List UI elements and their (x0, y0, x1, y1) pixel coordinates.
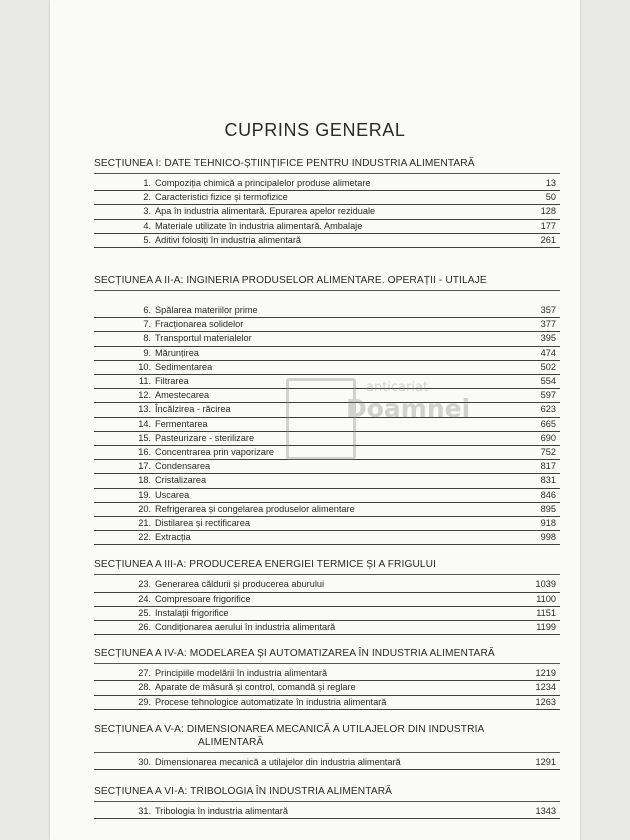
toc-entry (94, 234, 560, 248)
entry-page: 261 (540, 234, 556, 245)
entry-number: 31. (138, 806, 151, 817)
entry-title: Aparate de măsură și control, comandă și reglare (155, 682, 356, 693)
entry-title: Uscarea (155, 489, 190, 500)
entry-page: 50 (545, 192, 556, 203)
entry-page: 998 (540, 532, 556, 543)
entry-number: 4. (143, 220, 151, 231)
entry-number: 17. (138, 461, 151, 472)
section-heading-line: SECȚIUNEA A V-A: DIMENSIONAREA MECANICĂ A UTILAJELOR DIN INDUSTRIA (94, 723, 485, 735)
entry-title: Transportul materialelor (155, 333, 252, 344)
section-entries (94, 802, 560, 819)
entry-title: Apa în industria alimentară. Epurarea apelor reziduale (155, 206, 376, 217)
entry-number: 14. (138, 418, 151, 429)
section-heading: SECȚIUNEA I: DATE TEHNICO-ȘTIINȚIFICE PENTRU INDUSTRIA ALIMENTARĂ (94, 157, 560, 174)
entry-title: Tribologia în industria alimentară (155, 806, 288, 817)
toc-entry (94, 460, 560, 474)
toc-entry (94, 361, 560, 375)
entry-number: 9. (143, 347, 151, 358)
entry-number: 19. (138, 489, 151, 500)
entry-title: Condensarea (155, 461, 211, 472)
entry-title: Caracteristici fizice și termofizice (155, 192, 288, 203)
entry-number: 27. (138, 668, 151, 679)
watermark-large-text: Doamnei (346, 394, 471, 423)
entry-title: Dimensionarea mecanică a utilajelor din industria alimentară (155, 756, 401, 767)
entry-title: Pasteurizare - sterilizare (155, 432, 255, 443)
entry-page: 13 (545, 178, 556, 188)
toc-entry (94, 474, 560, 488)
entry-page: 1234 (535, 682, 556, 693)
entry-number: 12. (138, 390, 151, 401)
toc-entry (94, 318, 560, 332)
entry-number: 23. (138, 579, 151, 590)
entry-title: Spălarea materiilor prime (155, 305, 258, 316)
toc-entry (94, 347, 560, 361)
entry-number: 25. (138, 607, 151, 618)
entry-page: 1151 (536, 607, 556, 618)
entry-page: 1291 (535, 756, 556, 767)
section-heading: SECȚIUNEA A VI-A: TRIBOLOGIA ÎN INDUSTRIA ALIMENTARĂ (94, 785, 560, 802)
entry-number: 21. (138, 518, 151, 529)
entry-page: 752 (540, 447, 556, 458)
entry-number: 1. (143, 178, 151, 188)
entry-page: 1343 (535, 806, 556, 817)
toc-entry (94, 805, 560, 819)
entry-number: 22. (138, 532, 151, 543)
entry-page: 128 (540, 206, 556, 217)
entry-page: 1039 (535, 579, 556, 590)
entry-number: 29. (138, 696, 151, 707)
entry-title: Concentrarea prin vaporizare (155, 447, 274, 458)
entry-title: Instalații frigorifice (155, 607, 229, 618)
toc-entry (94, 304, 560, 318)
entry-title: Compresoare frigorifice (155, 593, 251, 604)
toc-entry (94, 517, 560, 531)
entry-number: 11. (138, 376, 151, 387)
toc-entry (94, 503, 560, 517)
entry-number: 30. (138, 756, 151, 767)
entry-number: 2. (143, 192, 151, 203)
section-entries (94, 753, 560, 770)
toc-entry (94, 593, 560, 607)
section-6 (94, 785, 560, 819)
toc-entry (94, 489, 560, 503)
toc-entry (94, 756, 560, 770)
entry-page: 357 (540, 305, 556, 316)
toc-entry (94, 681, 560, 695)
entry-page: 831 (540, 475, 556, 486)
entry-title: Mărunțirea (155, 347, 199, 358)
entry-page: 554 (540, 376, 556, 387)
toc-entry (94, 220, 560, 234)
entry-page: 665 (540, 418, 556, 429)
section-heading-continuation: ALIMENTARĂ (198, 736, 264, 748)
entry-number: 5. (143, 234, 151, 245)
entry-page: 395 (540, 333, 556, 344)
entry-title: Materiale utilizate în industria alimentară. Ambalaje (155, 220, 363, 231)
toc-entry (94, 332, 560, 346)
entry-number: 7. (143, 319, 151, 330)
entry-number: 13. (138, 404, 151, 415)
section-3 (94, 558, 560, 635)
entry-number: 26. (138, 622, 151, 633)
entry-page: 177 (540, 220, 556, 231)
entry-number: 28. (138, 682, 151, 693)
entry-page: 918 (540, 518, 556, 529)
toc-entry (94, 696, 560, 710)
entry-title: Fermentarea (155, 418, 208, 429)
entry-number: 16. (138, 447, 151, 458)
entry-number: 10. (138, 361, 151, 372)
watermark (286, 378, 471, 458)
entry-title: Procese tehnologice automatizate în industria alimentară (155, 696, 387, 707)
entry-title: Sedimentarea (155, 361, 213, 372)
section-entries (94, 174, 560, 248)
entry-title: Aditivi folosiți în industria alimentară (155, 234, 302, 245)
watermark-small-text: anticariat (366, 380, 429, 395)
entry-page: 1219 (535, 668, 556, 679)
entry-page: 377 (540, 319, 556, 330)
entry-title: Filtrarea (155, 376, 189, 387)
section-4 (94, 647, 560, 710)
entry-page: 502 (540, 361, 556, 372)
entry-title: Refrigerarea și congelarea produselor alimentare (155, 503, 355, 514)
entry-page: 690 (540, 432, 556, 443)
entry-page: 1263 (535, 696, 556, 707)
section-heading (94, 723, 560, 753)
entry-title: Condiționarea aerului în industria alimentară (155, 622, 336, 633)
section-heading: SECȚIUNEA A III-A: PRODUCEREA ENERGIEI TERMICE ȘI A FRIGULUI (94, 558, 560, 575)
entry-title: Amestecarea (155, 390, 210, 401)
section-1 (94, 157, 560, 248)
toc-entry (94, 607, 560, 621)
toc-entry (94, 177, 560, 191)
section-entries (94, 664, 560, 710)
toc-entry (94, 621, 560, 635)
toc-entry (94, 667, 560, 681)
entry-page: 474 (540, 347, 556, 358)
toc-entry (94, 205, 560, 219)
section-heading: SECȚIUNEA A IV-A: MODELAREA ȘI AUTOMATIZAREA ÎN INDUSTRIA ALIMENTARĂ (94, 647, 560, 664)
table-of-contents (94, 157, 560, 819)
entry-page: 623 (540, 404, 556, 415)
section-entries (94, 575, 560, 635)
entry-title: Distilarea și rectificarea (155, 518, 250, 529)
section-5 (94, 723, 560, 770)
entry-page: 1100 (536, 593, 556, 604)
entry-number: 24. (138, 593, 151, 604)
entry-title: Generarea căldurii și producerea aburului (155, 579, 325, 590)
entry-title: Principiile modelării în industria alimentară (155, 668, 328, 679)
document-page (50, 0, 580, 840)
entry-number: 15. (138, 432, 151, 443)
entry-page: 817 (540, 461, 556, 472)
entry-page: 895 (540, 503, 556, 514)
toc-entry (94, 578, 560, 592)
page-title: CUPRINS GENERAL (224, 120, 406, 140)
entry-title: Compoziția chimică a principalelor produse alimetare (155, 178, 371, 188)
entry-title: Extracția (155, 532, 191, 543)
section-heading: SECȚIUNEA A II-A: INGINERIA PRODUSELOR ALIMENTARE. OPERAȚII - UTILAJE (94, 274, 560, 291)
entry-title: Fracționarea solidelor (155, 319, 244, 330)
entry-title: Încălzirea - răcirea (155, 404, 231, 415)
entry-title: Cristalizarea (155, 475, 207, 486)
entry-page: 1199 (536, 622, 556, 633)
entry-number: 8. (143, 333, 151, 344)
entry-number: 18. (138, 475, 151, 486)
toc-entry (94, 531, 560, 545)
toc-entry (94, 191, 560, 205)
entry-number: 3. (143, 206, 151, 217)
entry-number: 6. (143, 305, 151, 316)
entry-number: 20. (138, 503, 151, 514)
entry-page: 597 (540, 390, 556, 401)
entry-page: 846 (540, 489, 556, 500)
